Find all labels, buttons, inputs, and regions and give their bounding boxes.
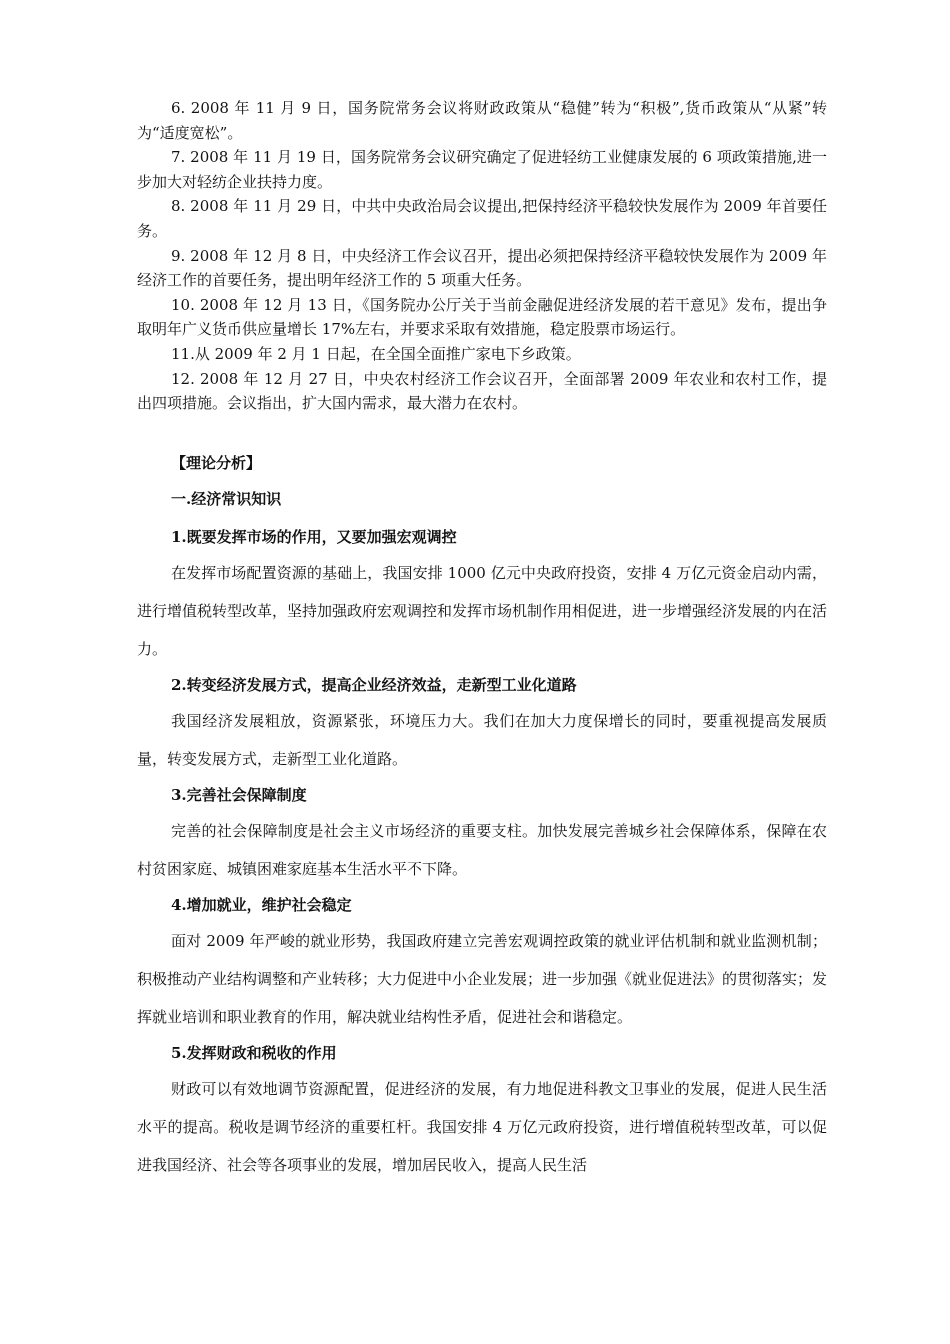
item-heading: 3.完善社会保障制度 bbox=[171, 786, 307, 804]
event-item: 8. 2008 年 11 月 29 日，中共中央政治局会议提出,把保持经济平稳较快发展作为 2009 年首要任务。 bbox=[137, 197, 827, 240]
event-list bbox=[137, 96, 827, 416]
analysis-title: 【理论分析】 bbox=[171, 454, 262, 472]
item-heading: 4.增加就业，维护社会稳定 bbox=[171, 896, 352, 914]
section-heading: 一.经济常识知识 bbox=[171, 490, 282, 508]
item-text: 在发挥市场配置资源的基础上，我国安排 1000 亿元中央政府投资，安排 4 万亿元资金启动内需，进行增值税转型改革，坚持加强政府宏观调控和发挥市场机制作用相促进，进一步增强经济发展的内在活力。 bbox=[137, 564, 828, 658]
event-item: 6. 2008 年 11 月 9 日，国务院常务会议将财政政策从“稳健”转为“积极”,货币政策从“从紧”转为“适度宽松”。 bbox=[137, 99, 827, 142]
item-text: 财政可以有效地调节资源配置，促进经济的发展，有力地促进科教文卫事业的发展，促进人民生活水平的提高。税收是调节经济的重要杠杆。我国安排 4 万亿元政府投资，进行增值税转型改革，可以促进我国经济、社会等各项事业的发展，增加居民收入，提高人民生活 bbox=[137, 1080, 827, 1174]
event-item: 12. 2008 年 12 月 27 日，中央农村经济工作会议召开，全面部署 2009 年农业和农村工作，提出四项措施。会议指出，扩大国内需求，最大潜力在农村。 bbox=[137, 369, 827, 413]
theory-analysis bbox=[137, 446, 827, 1184]
item-text: 完善的社会保障制度是社会主义市场经济的重要支柱。加快发展完善城乡社会保障体系，保障在农村贫困家庭、城镇困难家庭基本生活水平不下降。 bbox=[137, 822, 827, 878]
item-heading: 2.转变经济发展方式，提高企业经济效益，走新型工业化道路 bbox=[171, 676, 577, 694]
item-heading: 1.既要发挥市场的作用，又要加强宏观调控 bbox=[171, 528, 457, 546]
event-item: 7. 2008 年 11 月 19 日，国务院常务会议研究确定了促进轻纺工业健康发展的 6 项政策措施,进一步加大对轻纺企业扶持力度。 bbox=[137, 148, 827, 191]
event-item: 10. 2008 年 12 月 13 日，《国务院办公厅关于当前金融促进经济发展的若干意见》发布，提出争取明年广义货币供应量增长 17%左右，并要求采取有效措施，稳定股票市场运行。 bbox=[137, 295, 827, 339]
item-heading: 5.发挥财政和税收的作用 bbox=[171, 1044, 337, 1062]
event-item: 9. 2008 年 12 月 8 日，中央经济工作会议召开，提出必须把保持经济平稳较快发展作为 2009 年经济工作的首要任务，提出明年经济工作的 5 项重大任务。 bbox=[137, 246, 827, 290]
event-item: 11.从 2009 年 2 月 1 日起，在全国全面推广家电下乡政策。 bbox=[171, 344, 581, 363]
item-text: 我国经济发展粗放，资源紧张，环境压力大。我们在加大力度保增长的同时，要重视提高发展质量，转变发展方式，走新型工业化道路。 bbox=[137, 712, 827, 768]
item-text: 面对 2009 年严峻的就业形势，我国政府建立完善宏观调控政策的就业评估机制和就业监测机制；积极推动产业结构调整和产业转移；大力促进中小企业发展；进一步加强《就业促进法》的贯彻落实；发挥就业培训和职业教育的作用，解决就业结构性矛盾，促进社会和谐稳定。 bbox=[137, 932, 828, 1026]
